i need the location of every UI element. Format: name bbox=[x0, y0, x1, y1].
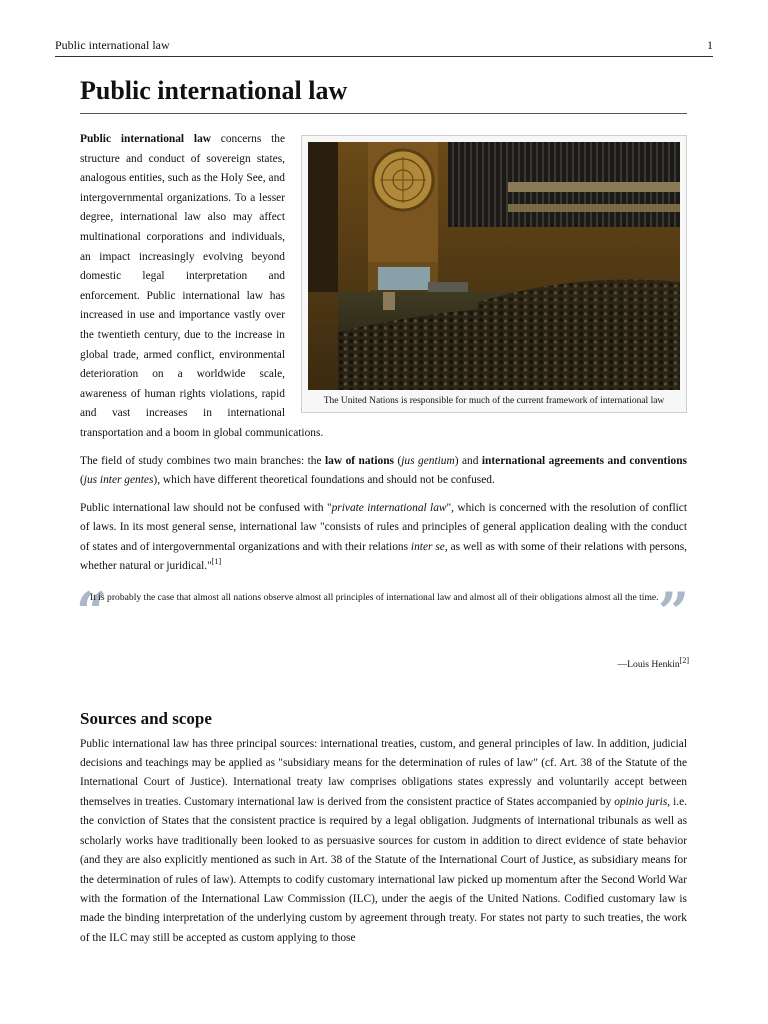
link-private-international-law[interactable]: private international law bbox=[331, 501, 447, 514]
un-assembly-photo bbox=[308, 142, 680, 390]
figure-caption: The United Nations is responsible for much of the current framework of international law bbox=[323, 396, 665, 406]
page-number: 1 bbox=[707, 38, 713, 52]
figure bbox=[301, 135, 687, 413]
page-title: Public international law bbox=[80, 76, 687, 114]
quote-attribution: —Louis Henkin[2] bbox=[617, 655, 689, 671]
running-title: Public international law bbox=[55, 38, 170, 52]
intro-paragraph: Public international law concerns the structure and conduct of sovereign states, analogous entities, such as the Holy See, and intergovernmental organizations. To a lesser degree, international law also may affect multinational corporations and individuals, an impact increasingly evolving beyond domestic legal interpretation and enforcement. Public international law has increased in use and importance vastly over the twentieth century, due to the increase in global trade, armed conflict, environmental deterioration on a worldwide scale, awareness of human rights violations, rapid and vast increases in international transportation and a boom in global communications. bbox=[80, 133, 324, 439]
intro-term: Public international law bbox=[80, 133, 211, 145]
branches-paragraph: The field of study combines two main branches: the law of nations (jus gentium) and international agreements and conventions (jus inter gentes), which have different theoretical foundations and should not be confused. bbox=[80, 454, 687, 487]
quote-text: It is probably the case that almost all nations observe almost all principles of international law and almost all of their obligations almost all the time. bbox=[90, 592, 659, 604]
term-law-of-nations: law of nations bbox=[325, 454, 394, 467]
sources-paragraph: Public international law has three principal sources: international treaties, custom, and general principles of law. In addition, judicial decisions and teachings may be applied as "subsidiary means for the determination of rules of law" (cf. Art. 38 of the Statute of the International Court of Justice). International treaty law comprises obligations states expressly and voluntarily accept between themselves in treaties. Customary international law is derived from the consistent practice of States accompanied by opinio juris, i.e. the conviction of States that the consistent practice is required by a legal obligation. Judgments of international tribunals as well as scholarly works have traditionally been looked to as persuasive sources for custom in addition to direct evidence of state behavior (and they are also explicitly mentioned as such in Art. 38 of the Statute of the International Court of Justice, as subsidiary means for the determination of rules of law). Attempts to codify customary international law picked up momentum after the Second World War with the formation of the International Law Commission (ILC), under the aegis of the United Nations. Codified customary law is made the binding interpretation of the underlying custom by agreement through treaty. For states not party to such treaties, the work of the ILC may still be accepted as custom applying to those bbox=[80, 737, 687, 944]
close-quote-icon: ” bbox=[657, 580, 689, 645]
citation-1[interactable]: [1] bbox=[211, 557, 222, 567]
open-quote-icon: “ bbox=[76, 580, 108, 645]
term-international-agreements: international agreements and conventions bbox=[481, 454, 687, 467]
blockquote bbox=[76, 580, 689, 689]
page-header bbox=[55, 38, 713, 57]
section-heading-sources: Sources and scope bbox=[80, 709, 212, 729]
definition-paragraph: Public international law should not be confused with "private international law", which is concerned with the resolution of conflict of laws. In its most general sense, international law "consists of rules and principles of general application dealing with the conduct of states and of intergovernmental organizations and with their relations inter se, as well as with some of their relations with persons, whether natural or juridical."[1] bbox=[80, 501, 687, 573]
article-body bbox=[76, 130, 689, 956]
citation-2[interactable]: [2] bbox=[679, 655, 689, 665]
